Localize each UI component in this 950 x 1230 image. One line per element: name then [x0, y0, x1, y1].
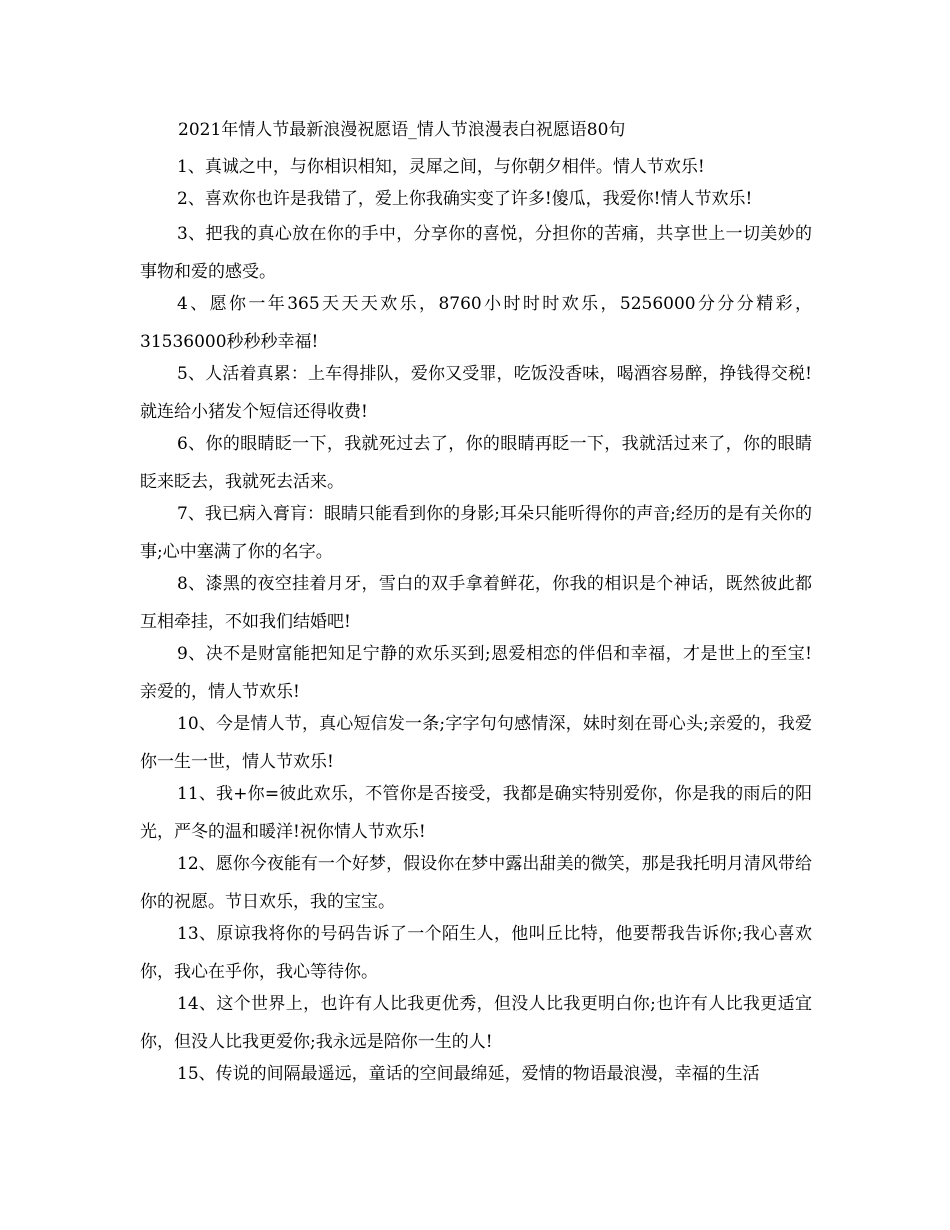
- paragraph-13: 13、原谅我将你的号码告诉了一个陌生人，他叫丘比特，他要帮我告诉你;我心喜欢你，我心在乎你，我心等待你。: [140, 924, 812, 982]
- paragraph-9: 9、决不是财富能把知足宁静的欢乐买到;恩爱相恋的伴侣和幸福，才是世上的至宝!亲爱的，情人节欢乐!: [140, 644, 812, 702]
- paragraph-4: 4、愿你一年365天天天欢乐，8760小时时时欢乐，5256000分分分精彩，31536000秒秒秒幸福!: [140, 294, 812, 352]
- paragraph-6: 6、你的眼睛眨一下，我就死过去了，你的眼睛再眨一下，我就活过来了，你的眼睛眨来眨去，我就死去活来。: [140, 434, 812, 492]
- paragraph-8: 8、漆黑的夜空挂着月牙，雪白的双手拿着鲜花，你我的相识是个神话，既然彼此都互相牵挂，不如我们结婚吧!: [140, 574, 812, 632]
- paragraph-15: 15、传说的间隔最遥远，童话的空间最绵延，爱情的物语最浪漫，幸福的生活: [177, 1064, 760, 1084]
- paragraph-11: 11、我+你=彼此欢乐，不管你是否接受，我都是确实特别爱你，你是我的雨后的阳光，严冬的温和暖洋!祝你情人节欢乐!: [140, 784, 812, 842]
- paragraph-5: 5、人活着真累：上车得排队，爱你又受罪，吃饭没香味，喝酒容易醉，挣钱得交税!就连给小猪发个短信还得收费!: [140, 364, 812, 422]
- paragraph-14: 14、这个世界上，也许有人比我更优秀，但没人比我更明白你;也许有人比我更适宜你，但没人比我更爱你;我永远是陪你一生的人!: [140, 994, 812, 1052]
- paragraph-12: 12、愿你今夜能有一个好梦，假设你在梦中露出甜美的微笑，那是我托明月清风带给你的祝愿。节日欢乐，我的宝宝。: [140, 854, 812, 912]
- paragraph-3: 3、把我的真心放在你的手中，分享你的喜悦，分担你的苦痛，共享世上一切美妙的事物和爱的感受。: [140, 224, 812, 282]
- paragraph-1: 1、真诚之中，与你相识相知，灵犀之间，与你朝夕相伴。情人节欢乐!: [177, 157, 705, 177]
- paragraph-7: 7、我已病入膏肓：眼睛只能看到你的身影;耳朵只能听得你的声音;经历的是有关你的事;心中塞满了你的名字。: [140, 504, 812, 562]
- paragraph-10: 10、今是情人节，真心短信发一条;字字句句感情深，妹时刻在哥心头;亲爱的，我爱你一生一世，情人节欢乐!: [140, 714, 812, 772]
- paragraph-2: 2、喜欢你也许是我错了，爱上你我确实变了许多!傻瓜，我爱你!情人节欢乐!: [177, 189, 753, 209]
- document-title: 2021年情人节最新浪漫祝愿语_情人节浪漫表白祝愿语80句: [178, 120, 626, 140]
